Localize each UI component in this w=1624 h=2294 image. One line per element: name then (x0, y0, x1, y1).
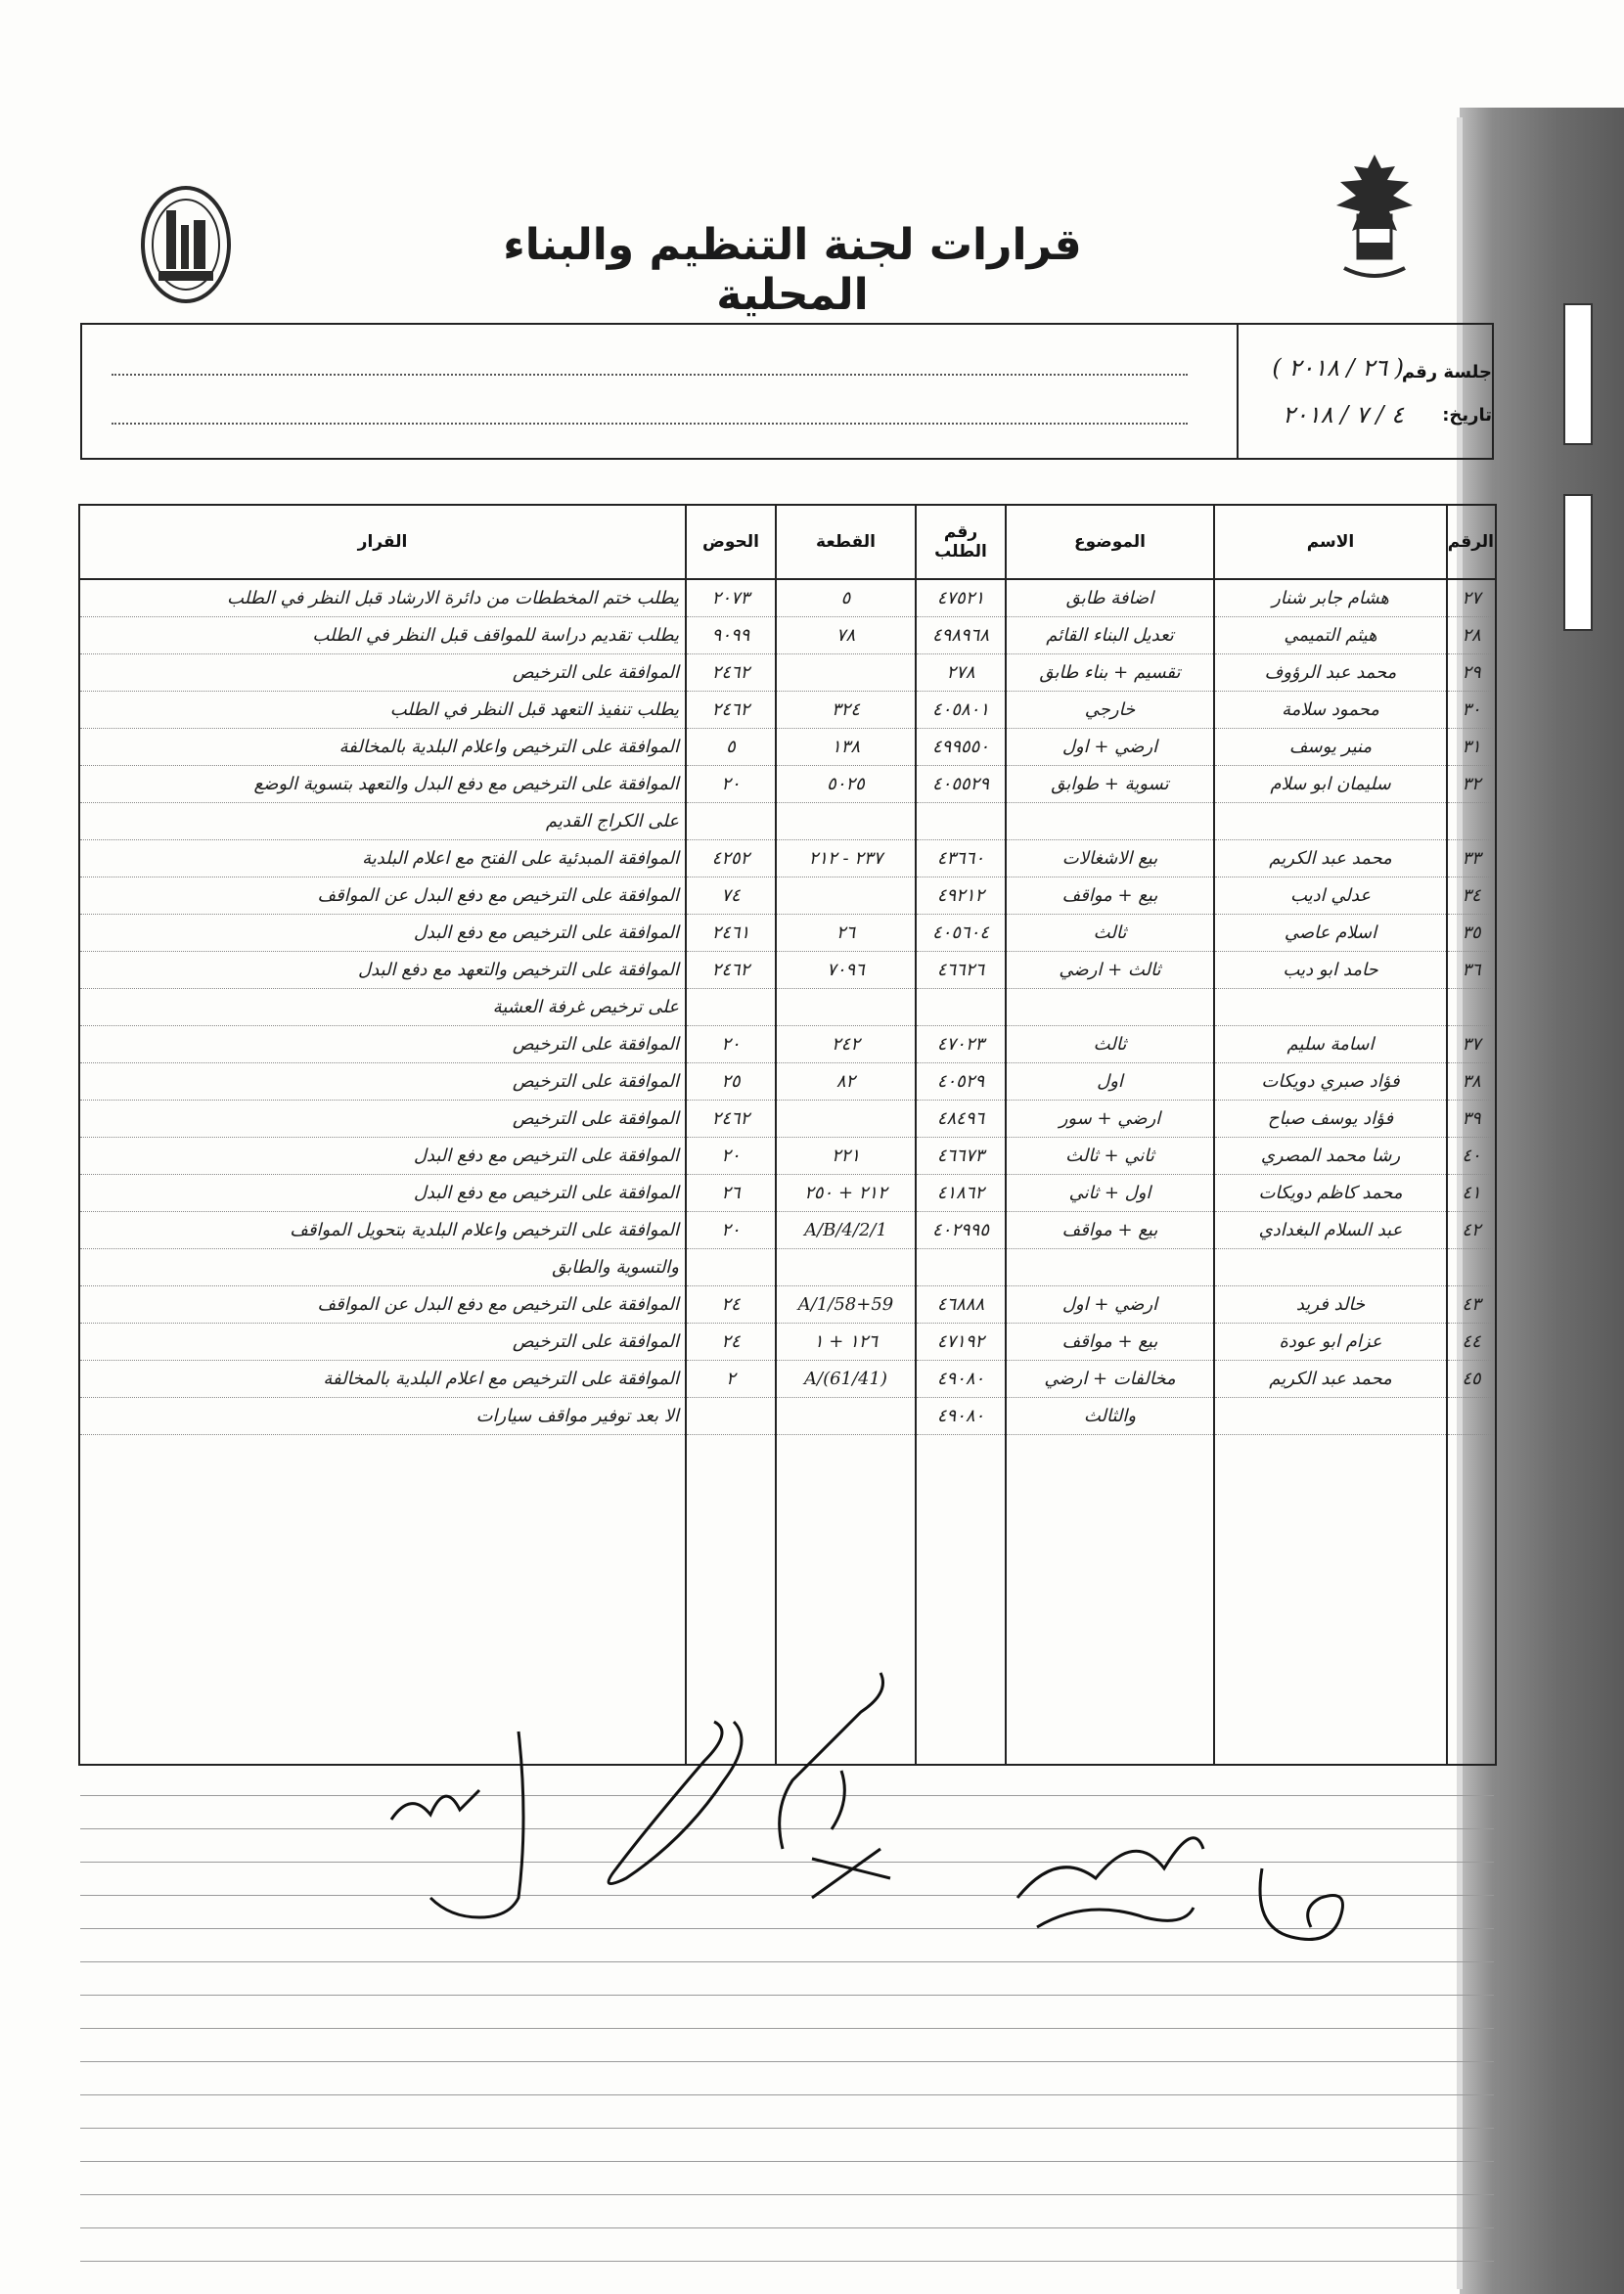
cell-parcel: ٥ (776, 579, 916, 617)
table-row (79, 840, 1496, 877)
cell-number: ٣٣ (1447, 840, 1496, 877)
cell-parcel (776, 654, 916, 692)
cell-request-no: ٢٧٨ (916, 654, 1006, 692)
cell-decision: الموافقة على الترخيص مع دفع البدل عن المواقف (79, 877, 686, 915)
cell-number: ٣٦ (1447, 952, 1496, 989)
cell-basin (686, 803, 776, 840)
cell-basin: ٤٢٥٢ (686, 840, 776, 877)
session-number-label: جلسة رقم (1401, 362, 1492, 382)
signature (1242, 1839, 1370, 1966)
cell-subject: ثالث + ارضي (1006, 952, 1214, 989)
cell-number: ٤٤ (1447, 1324, 1496, 1361)
cell-decision: الموافقة على الترخيص واعلام البلدية بتحويل المواقف (79, 1212, 686, 1249)
cell-request-no: ٤٦٨٨٨ (916, 1286, 1006, 1324)
cell-subject: ثاني + ثالث (1006, 1138, 1214, 1175)
ruled-line (80, 2094, 1494, 2095)
cell-name: فؤاد صبري دويكات (1214, 1063, 1447, 1101)
cell-basin: ٢٥ (686, 1063, 776, 1101)
table-row (79, 654, 1496, 692)
cell-name: حامد ابو ديب (1214, 952, 1447, 989)
cell-parcel: ٢٣٧ - ٢١٢ (776, 840, 916, 877)
cell-number: ٢٧ (1447, 579, 1496, 617)
cell-request-no: ٤٩٠٨٠ (916, 1398, 1006, 1435)
cell-parcel (776, 1249, 916, 1286)
session-date-label: تاريخ: (1442, 405, 1492, 426)
cell-decision: الا بعد توفير مواقف سيارات (79, 1398, 686, 1435)
cell-name: منير يوسف (1214, 729, 1447, 766)
cell-request-no: ٤٩٠٨٠ (916, 1361, 1006, 1398)
cell-basin (686, 989, 776, 1026)
cell-request-no: ٤٠٥٦٠٤ (916, 915, 1006, 952)
cell-name: محمد عبد الكريم (1214, 1361, 1447, 1398)
cell-parcel: A/B/4/2/1 (776, 1212, 916, 1249)
cell-basin: ٢٤٦٢ (686, 692, 776, 729)
table-row (79, 1324, 1496, 1361)
cell-decision: الموافقة على الترخيص مع دفع البدل (79, 1175, 686, 1212)
cell-request-no: ٤٣٦٦٠ (916, 840, 1006, 877)
cell-basin: ٢٠ (686, 1138, 776, 1175)
table-row (79, 1063, 1496, 1101)
cell-subject: والثالث (1006, 1398, 1214, 1435)
cell-request-no: ٤٧١٩٢ (916, 1324, 1006, 1361)
cell-subject: بيع + مواقف (1006, 1212, 1214, 1249)
cell-subject: تعديل البناء القائم (1006, 617, 1214, 654)
page-title: قرارات لجنة التنظيم والبناء المحلية (503, 220, 1082, 320)
cell-parcel: ٧٨ (776, 617, 916, 654)
cell-request-no: ٤٦٦٧٣ (916, 1138, 1006, 1175)
blank-line (112, 374, 1188, 376)
cell-basin (686, 1249, 776, 1286)
cell-name: اسامة سليم (1214, 1026, 1447, 1063)
side-tab (1563, 303, 1593, 445)
table-row (79, 1026, 1496, 1063)
cell-subject: اول + ثاني (1006, 1175, 1214, 1212)
ruled-line (80, 1995, 1494, 1996)
signature (753, 1653, 910, 1908)
cell-number: ٢٩ (1447, 654, 1496, 692)
cell-subject: ارضي + اول (1006, 729, 1214, 766)
cell-name: عدلي اديب (1214, 877, 1447, 915)
cell-subject (1006, 1249, 1214, 1286)
ruled-line (80, 2194, 1494, 2195)
session-divider (1237, 325, 1239, 458)
cell-subject: ثالث (1006, 915, 1214, 952)
cell-subject: اضافة طابق (1006, 579, 1214, 617)
table-row (79, 692, 1496, 729)
cell-subject: خارجي (1006, 692, 1214, 729)
cell-parcel: ٨٢ (776, 1063, 916, 1101)
municipality-seal-icon (137, 181, 235, 308)
cell-subject (1006, 803, 1214, 840)
cell-decision: يطلب تقديم دراسة للمواقف قبل النظر في الطلب (79, 617, 686, 654)
cell-decision: والتسوية والطابق (79, 1249, 686, 1286)
cell-name: محمود سلامة (1214, 692, 1447, 729)
cell-decision: الموافقة على الترخيص مع دفع البدل (79, 1138, 686, 1175)
ruled-line (80, 2261, 1494, 2262)
table-row (79, 1398, 1496, 1435)
cell-basin (686, 1398, 776, 1435)
table-row (79, 617, 1496, 654)
cell-subject: اول (1006, 1063, 1214, 1101)
ruled-line (80, 2161, 1494, 2162)
cell-number: ٤٢ (1447, 1212, 1496, 1249)
cell-parcel: A/1/58+59 (776, 1286, 916, 1324)
ruled-line (80, 2227, 1494, 2228)
cell-parcel (776, 1101, 916, 1138)
cell-number: ٣٨ (1447, 1063, 1496, 1101)
cell-basin: ٢٦ (686, 1175, 776, 1212)
cell-decision: الموافقة على الترخيص والتعهد مع دفع البدل (79, 952, 686, 989)
cell-name: خالد فريد (1214, 1286, 1447, 1324)
cell-subject: ارضي + اول (1006, 1286, 1214, 1324)
eagle-emblem-icon (1331, 147, 1419, 293)
table-header-row (79, 505, 1496, 579)
cell-subject (1006, 989, 1214, 1026)
cell-basin: ٢٤٦١ (686, 915, 776, 952)
cell-parcel: ٢٢١ (776, 1138, 916, 1175)
cell-name: محمد عبد الرؤوف (1214, 654, 1447, 692)
cell-request-no: ٤٩٩٥٥٠ (916, 729, 1006, 766)
cell-number (1447, 989, 1496, 1026)
cell-request-no (916, 989, 1006, 1026)
ruled-line (80, 2128, 1494, 2129)
table-body (79, 579, 1496, 1765)
filler-cell (1006, 1435, 1214, 1766)
cell-name: محمد كاظم دويكات (1214, 1175, 1447, 1212)
table-row (79, 952, 1496, 989)
cell-decision: على ترخيص غرفة العشية (79, 989, 686, 1026)
cell-name: رشا محمد المصري (1214, 1138, 1447, 1175)
cell-number: ٣٩ (1447, 1101, 1496, 1138)
cell-name: عزام ابو عودة (1214, 1324, 1447, 1361)
cell-number: ٤١ (1447, 1175, 1496, 1212)
cell-basin: ٢٤ (686, 1286, 776, 1324)
table-row (79, 877, 1496, 915)
cell-name (1214, 803, 1447, 840)
cell-number (1447, 1398, 1496, 1435)
cell-number: ٤٣ (1447, 1286, 1496, 1324)
cell-request-no: ٤٠٢٩٩٥ (916, 1212, 1006, 1249)
cell-parcel (776, 877, 916, 915)
signature (372, 1722, 587, 1937)
cell-name: هشام جابر شنار (1214, 579, 1447, 617)
cell-decision: الموافقة على الترخيص مع دفع البدل والتعهد بتسوية الوضع (79, 766, 686, 803)
table-row (79, 766, 1496, 803)
table-row (79, 1286, 1496, 1324)
cell-decision: الموافقة على الترخيص مع اعلام البلدية بالمخالفة (79, 1361, 686, 1398)
table-row (79, 579, 1496, 617)
cell-basin: ٢٠ (686, 1212, 776, 1249)
ruled-line (80, 2061, 1494, 2062)
cell-request-no (916, 1249, 1006, 1286)
cell-request-no: ٤٧٠٢٣ (916, 1026, 1006, 1063)
cell-name: سليمان ابو سلام (1214, 766, 1447, 803)
cell-name (1214, 1249, 1447, 1286)
cell-number: ٣٤ (1447, 877, 1496, 915)
cell-basin: ٩٠٩٩ (686, 617, 776, 654)
cell-request-no: ٤٩٢١٢ (916, 877, 1006, 915)
column-header-decision: القرار (79, 505, 686, 579)
cell-subject: تسوية + طوابق (1006, 766, 1214, 803)
cell-decision: الموافقة على الترخيص (79, 654, 686, 692)
table-row (79, 1249, 1496, 1286)
table-row (79, 1101, 1496, 1138)
cell-parcel: ٢٦ (776, 915, 916, 952)
cell-parcel (776, 803, 916, 840)
cell-decision: الموافقة على الترخيص (79, 1026, 686, 1063)
side-tab (1563, 494, 1593, 631)
cell-subject: تقسيم + بناء طابق (1006, 654, 1214, 692)
cell-name: محمد عبد الكريم (1214, 840, 1447, 877)
column-header-parcel: القطعة (776, 505, 916, 579)
cell-basin: ٢٠ (686, 766, 776, 803)
cell-basin: ٢٤٦٢ (686, 952, 776, 989)
table-row (79, 989, 1496, 1026)
cell-basin: ٢٠٧٣ (686, 579, 776, 617)
cell-subject: بيع + مواقف (1006, 877, 1214, 915)
cell-basin: ٥ (686, 729, 776, 766)
cell-decision: يطلب ختم المخططات من دائرة الارشاد قبل النظر في الطلب (79, 579, 686, 617)
cell-decision: الموافقة على الترخيص مع دفع البدل عن المواقف (79, 1286, 686, 1324)
cell-number: ٤٥ (1447, 1361, 1496, 1398)
cell-parcel: ٢١٢ + ٢٥٠ (776, 1175, 916, 1212)
cell-decision: الموافقة على الترخيص مع دفع البدل (79, 915, 686, 952)
cell-decision: الموافقة على الترخيص (79, 1324, 686, 1361)
cell-parcel: A/(61/41) (776, 1361, 916, 1398)
cell-subject: بيع + مواقف (1006, 1324, 1214, 1361)
decisions-table (78, 504, 1497, 1766)
cell-parcel: ٣٢٤ (776, 692, 916, 729)
cell-number: ٢٨ (1447, 617, 1496, 654)
signature (998, 1790, 1223, 1947)
cell-request-no (916, 803, 1006, 840)
cell-parcel (776, 1398, 916, 1435)
cell-subject: ارضي + سور (1006, 1101, 1214, 1138)
column-header-subject: الموضوع (1006, 505, 1214, 579)
blank-line (112, 423, 1188, 425)
column-header-name: الاسم (1214, 505, 1447, 579)
table-row (79, 915, 1496, 952)
cell-basin: ٢٤٦٢ (686, 1101, 776, 1138)
cell-basin: ٢٤ (686, 1324, 776, 1361)
table-row (79, 1175, 1496, 1212)
column-header-basin: الحوض (686, 505, 776, 579)
filler-cell (1447, 1435, 1496, 1766)
cell-subject: ثالث (1006, 1026, 1214, 1063)
cell-decision: الموافقة على الترخيص (79, 1101, 686, 1138)
cell-basin: ٢٠ (686, 1026, 776, 1063)
table-row (79, 1212, 1496, 1249)
table-row (79, 729, 1496, 766)
cell-parcel: ٥٠٢٥ (776, 766, 916, 803)
filler-cell (1214, 1435, 1447, 1766)
cell-name (1214, 989, 1447, 1026)
cell-request-no: ٤٠٥٥٢٩ (916, 766, 1006, 803)
cell-decision: يطلب تنفيذ التعهد قبل النظر في الطلب (79, 692, 686, 729)
cell-decision: الموافقة على الترخيص (79, 1063, 686, 1101)
cell-parcel: ٢٤٢ (776, 1026, 916, 1063)
cell-request-no: ٤٦٦٢٦ (916, 952, 1006, 989)
signature (587, 1702, 763, 1908)
cell-request-no: ٤٩٨٩٦٨ (916, 617, 1006, 654)
column-header-number: الرقم (1447, 505, 1496, 579)
cell-request-no: ٤٧٥٢١ (916, 579, 1006, 617)
cell-subject: بيع الاشغالات (1006, 840, 1214, 877)
cell-parcel: ١٣٨ (776, 729, 916, 766)
cell-name: فؤاد يوسف صباح (1214, 1101, 1447, 1138)
cell-name: هيثم التميمي (1214, 617, 1447, 654)
cell-number (1447, 1249, 1496, 1286)
column-header-request-no: رقم الطلب (916, 505, 1006, 579)
cell-name: عبد السلام البغدادي (1214, 1212, 1447, 1249)
cell-decision: الموافقة المبدئية على الفتح مع اعلام البلدية (79, 840, 686, 877)
cell-request-no: ٤٨٤٩٦ (916, 1101, 1006, 1138)
cell-parcel: ٧٠٩٦ (776, 952, 916, 989)
cell-parcel: ١٢٦ + ١ (776, 1324, 916, 1361)
cell-number: ٣٢ (1447, 766, 1496, 803)
table-row (79, 803, 1496, 840)
cell-request-no: ٤٠٥٢٩ (916, 1063, 1006, 1101)
cell-name: اسلام عاصي (1214, 915, 1447, 952)
cell-parcel (776, 989, 916, 1026)
cell-number: ٣٧ (1447, 1026, 1496, 1063)
cell-number: ٣٠ (1447, 692, 1496, 729)
cell-basin: ٧٤ (686, 877, 776, 915)
table-row (79, 1138, 1496, 1175)
cell-request-no: ٤٠٥٨٠١ (916, 692, 1006, 729)
cell-number: ٤٠ (1447, 1138, 1496, 1175)
ruled-line (80, 2028, 1494, 2029)
cell-decision: على الكراج القديم (79, 803, 686, 840)
cell-number: ٣١ (1447, 729, 1496, 766)
filler-cell (916, 1435, 1006, 1766)
cell-number: ٣٥ (1447, 915, 1496, 952)
table-row (79, 1361, 1496, 1398)
cell-basin: ٢ (686, 1361, 776, 1398)
cell-request-no: ٤١٨٦٢ (916, 1175, 1006, 1212)
cell-name (1214, 1398, 1447, 1435)
cell-number (1447, 803, 1496, 840)
session-number-value: ( ٢٦ / ٢٠١٨ ) (1272, 354, 1404, 382)
session-date-value: ٤ / ٧ / ٢٠١٨ (1282, 401, 1404, 428)
cell-basin: ٢٤٦٢ (686, 654, 776, 692)
cell-subject: مخالفات + ارضي (1006, 1361, 1214, 1398)
cell-decision: الموافقة على الترخيص واعلام البلدية بالمخالفة (79, 729, 686, 766)
session-info-box (80, 323, 1494, 460)
